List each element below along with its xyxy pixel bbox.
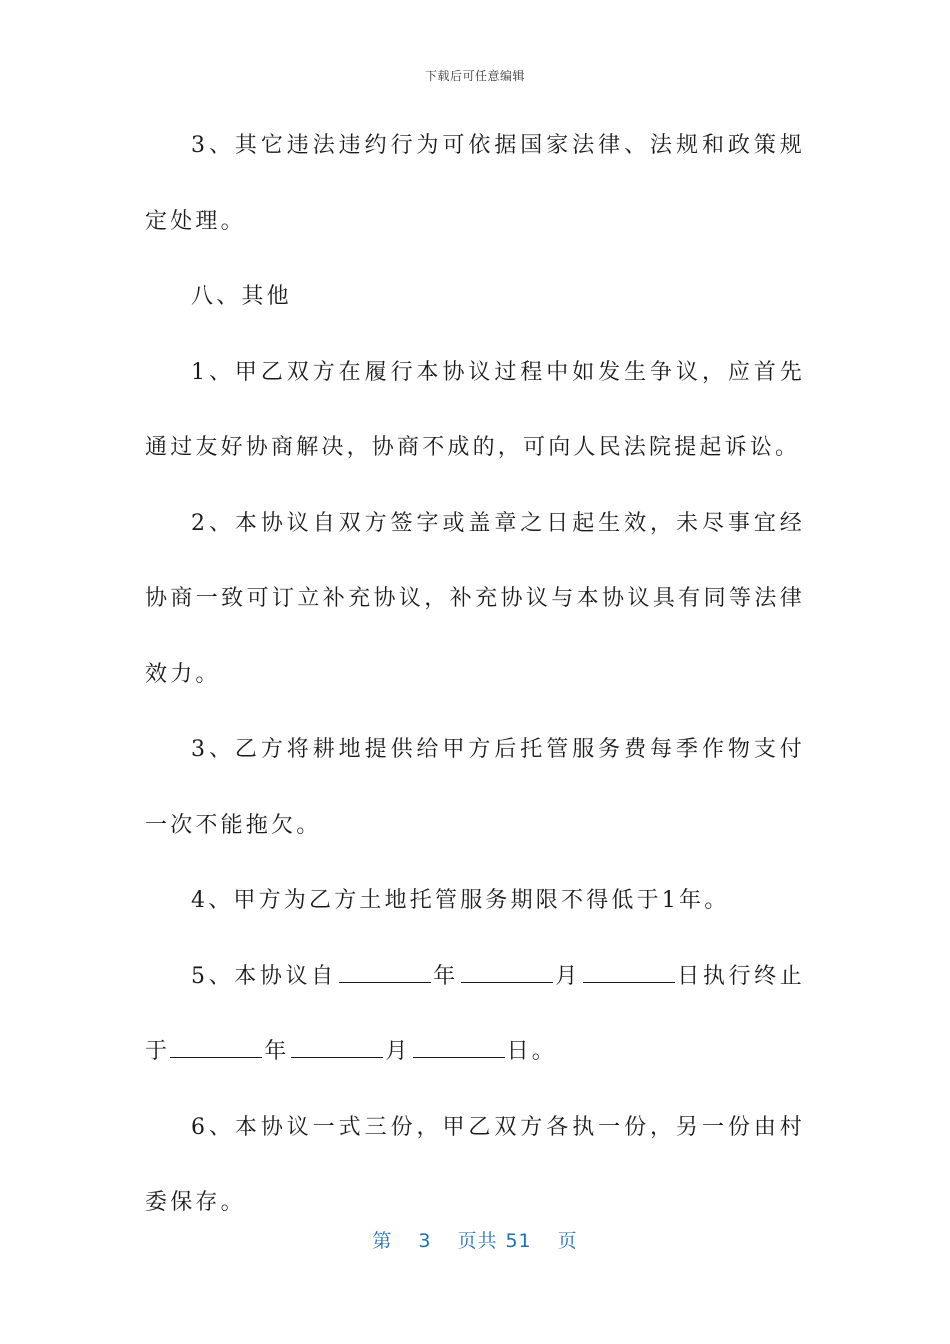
period-prefix: 5、本协议自 [191, 963, 337, 989]
start-month-label: 月 [554, 963, 581, 989]
paragraph-effective: 2、本协议自双方签字或盖章之日起生效，未尽事宜经协商一致可订立补充协议，补充协议与本协议具有同等法律效力。 [145, 510, 805, 687]
end-day-blank [413, 1031, 505, 1058]
start-year-label: 年 [432, 963, 459, 989]
total-pages-number: 51 [505, 1230, 532, 1252]
paragraph-disputes: 1、甲乙双方在履行本协议过程中如发生争议，应首先通过友好协商解决，协商不成的，可向人民法院提起诉讼。 [145, 359, 805, 460]
header-note: 下载后可任意编辑 [424, 69, 525, 83]
section-heading-other: 八、其他 [191, 284, 292, 309]
start-month-blank [461, 956, 553, 983]
end-year-blank [170, 1031, 262, 1058]
paragraph-violations: 3、其它违法违约行为可依据国家法律、法规和政策规定处理。 [145, 133, 805, 234]
page-label-suffix: 页 [557, 1230, 578, 1252]
paragraph-period [145, 939, 805, 1090]
page-footer [0, 1226, 950, 1253]
end-year-label: 年 [264, 1039, 290, 1064]
start-day-blank [583, 956, 675, 983]
page-label-prefix: 第 [372, 1230, 393, 1252]
paragraph-service-term: 4、甲方为乙方土地托管服务期限不得低于1年。 [191, 888, 730, 913]
period-mid: 日执行终止于 [145, 963, 806, 1064]
paragraph-service-fee: 3、乙方将耕地提供给甲方后托管服务费每季作物支付一次不能拖欠。 [145, 737, 805, 838]
end-month-label: 月 [385, 1039, 411, 1064]
start-year-blank [339, 956, 431, 983]
paragraph-copies: 6、本协议一式三份，甲乙双方各执一份，另一份由村委保存。 [145, 1114, 805, 1215]
current-page-number: 3 [418, 1230, 432, 1252]
page-label-mid: 页共 [457, 1230, 498, 1252]
document-body [145, 108, 805, 1241]
end-month-blank [291, 1031, 383, 1058]
period-end: 日。 [506, 1039, 558, 1064]
